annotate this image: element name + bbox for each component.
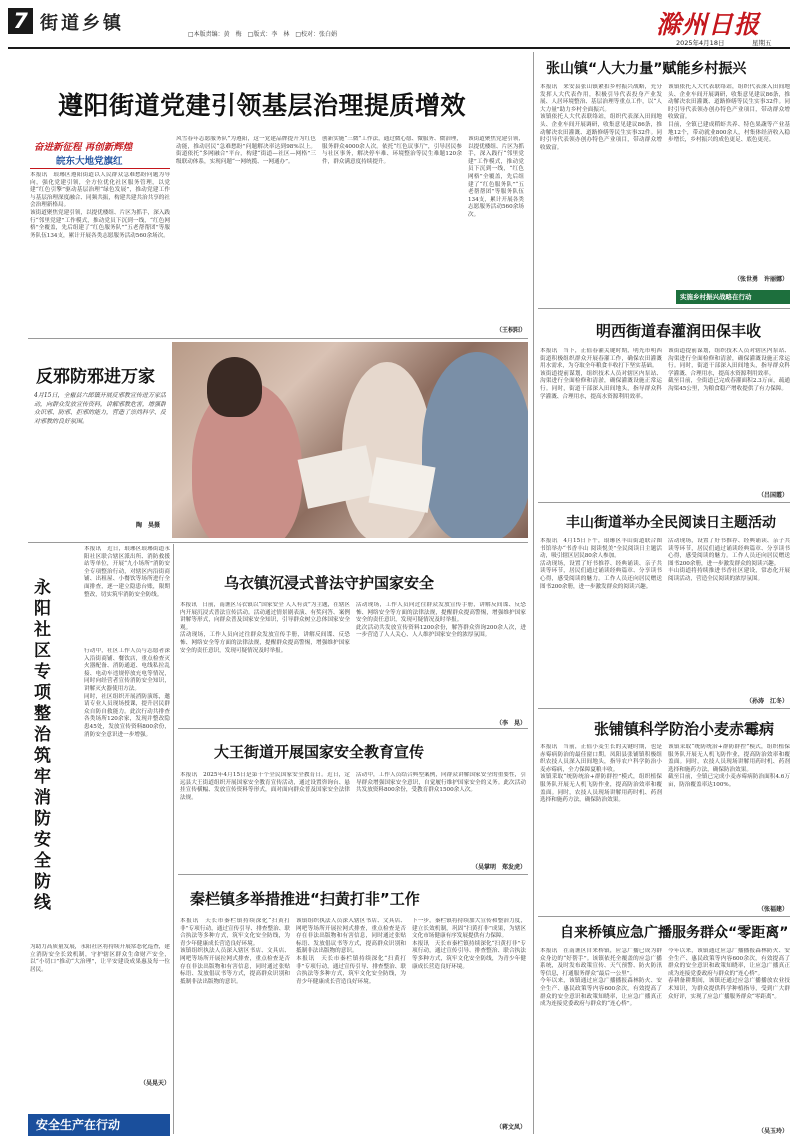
fengshan-text-col2: 活动现场，设置了好书推荐、经典诵读、亲子共读等环节，居民们通过诵读经典篇章、分享读书心得，感受阅读的魅力。工作人员还向居民赠送图书200余册，进一步激发群众的阅读兴趣。 丰山街道将持续推进书香社区建设，常态化开展阅读活动，营造全民阅读的浓厚氛围。 [668,538,790,582]
qinlan-text-col2: 该镇组织执法人员深入辖区书店、文具店、网吧等场所开展拉网式排查，重点检查是否存在非法出版物和有害信息，同时通过张贴标语、发放倡议书等方式，提高群众识别和抵制非法出版物的意识。 本报讯 天长市秦栏镇持续深化“扫黄打非”专项行动，通过宣传引导、排查整治、联合执法等多种方式，筑牢文化安全防线，为青少年健康成长营造良好环境。 [296,918,406,985]
lead-headline: 遵阳街道党建引领基层治理提质增效 [58,91,467,120]
safety-banner: 安全生产在行动 [28,1114,170,1136]
fanxie-title: 反邪防邪进万家 [36,367,155,387]
qinlan-title: 秦栏镇多举措推进“扫黄打非”工作 [190,890,420,908]
col-separator-left [173,544,174,1134]
fanxie-divider [28,542,528,543]
fengshan-divider [538,708,790,709]
yongyang-text-a: 本报讯 近日，琅琊区琅琊街道永阳社区联合辖区派出所、消防救援站等单位，开展“九小场所”消防安全专项整治行动，对辖区内沿街商铺、出租屋、小餐饮等场所进行全面排查，逐一建立隐患台账，限期整改，切实筑牢消防安全防线。 [84,546,170,598]
section-title: 街道乡镇 [40,13,124,34]
wuyi-text-col1: 本报讯 日前，南谯区乌衣镇以“国家安全 人人有责”为主题，在辖区内开展沉浸式普法宣传活动。活动通过情景剧表演、有奖问答、案例讲解等形式，向群众普及国家安全知识，引导群众树立总体国家安全观。 活动现场，工作人员向过往群众发放宣传手册，讲解反间谍、反恐怖、网络安全等方面的法律法规，提醒群众提高警惕，增强维护国家安全的责任意识，发现可疑情况及时举报。 [180,602,350,654]
masthead-rule [8,47,790,49]
qinlan-text-col1: 本报讯 天长市秦栏镇持续深化“扫黄打非”专项行动，通过宣传引导、排查整治、联合执法等多种方式，筑牢文化安全防线，为青少年健康成长营造良好环境。 该镇组织执法人员深入辖区书店、文具店、网吧等场所开展拉网式排查，重点检查是否存在非法出版物和有害信息，同时通过张贴标语、发放倡议书等方式，提高群众识别和抵制非法出版物的意识。 [180,918,290,985]
mingxi-title: 明西街道春灌润田保丰收 [596,322,762,340]
fanxie-caption: 4月15日，全椒县六郎镇开展反邪教宣传进万家活动，向群众发放宣传资料，讲解邪教危害，增强群众识邪、防邪、拒邪的能力，营造了崇尚科学、反对邪教的良好氛围。 [34,392,166,425]
wuyi-divider [178,728,528,729]
yongyang-title: 永阳社区专项整治筑牢消防安全防线 [34,578,51,913]
yongyang-text-c: 为助力高质量发展，永阳社区将持续开展常态化巡查，建立消防安全长效机制，守护辖区群众生命财产安全，以“小切口”推动“大治理”，让平安建设成果惠及每一位居民。 [30,944,170,973]
page-number-block: 7 [8,8,33,34]
wuyi-text-col2: 活动现场，工作人员向过往群众发放宣传手册，讲解反间谍、反恐怖、网络安全等方面的法律法规，提醒群众提高警惕，增强维护国家安全的责任意识，发现可疑情况及时举报。 此次活动共发放宣传资料1200余份，解答群众咨询200余人次，进一步营造了人人关心、人人维护国家安全的浓厚氛围。 [356,602,526,639]
zhangshan-text-col2: 该镇依托人大代表联络站，组织代表深入田间地头、企业车间开展调研，收集意见建议86条，推动解决农田灌溉、道路修缮等民生实事32件。同时引导代表领办创办特色产业项目，带动群众增收致富。 目前，全镇已建成稻虾共养、特色果蔬等产业基地12个，带动就业800余人，村集体经济收入稳步增长，乡村振兴的成色更足、底色更亮。 [668,84,790,144]
lead-author: （王枳阳） [495,327,526,334]
badge-underline [30,168,170,169]
zhangshan-author: （张世勇 许丽娜） [733,276,788,283]
zhangshan-title: 张山镇“人大力量”赋能乡村振兴 [546,61,747,77]
lead-badge-blue: 皖东大地党旗红 [56,156,123,167]
zilaiqiao-text-col1: 本报讯 在南谯区自来桥镇，应急广播已成为群众身边的“好帮手”。该镇依托全覆盖的应急广播系统，及时发布政策宣传、天气预警、防火防汛等信息，打通服务群众“最后一公里”。 今年以来，该镇通过应急广播播报森林防火、安全生产、惠民政策等内容600余次，有效提高了群众的安全意识和政策知晓率，让应急广播真正成为连接党委政府与群众的“连心桥”。 [540,948,662,1008]
anti-cult-photo [172,342,528,538]
dawang-divider [178,874,528,875]
yongyang-text-b: 行动中，社区工作人员与志愿者深入沿街商铺、餐饮店，重点检查灭火器配备、消防通道、电线私拉乱接、电动车违规停放充电等情况，同时向经营者宣传消防安全知识，讲解灭火器使用方法。 同时，社区组织开展消防演练，邀请专业人员现场授课，提升居民群众自防自救能力。此次行动共排查各类场所120余家，发现并整改隐患45处，发放宣传资料800余份，消防安全意识进一步增强。 [84,648,170,738]
fanxie-photo-credit: 陶 昊摄 [135,522,160,529]
qinlan-text-col3: 下一步，秦栏镇将持续加大宣传和整治力度，建立长效机制，巩固“扫黄打非”成果，为辖区文化市场健康有序发展提供有力保障。 本报讯 天长市秦栏镇持续深化“扫黄打非”专项行动，通过宣传引导、排查整治、联合执法等多种方式，筑牢文化安全防线，为青少年健康成长营造良好环境。 [412,918,526,970]
dawang-text-col1: 本报讯 2025年4月15日是第十个全民国家安全教育日。近日，定远县大王街道组织开展国家安全教育宣传活动，通过设置咨询台、悬挂宣传横幅、发放宣传资料等形式，面对面向群众普及国家安全法律法规。 [180,772,350,801]
zhangpu-text-col2: 该镇采取“统防统治+群防群控”模式，组织植保服务队开展无人机飞防作业，提高防治效率和覆盖面。同时，农技人员现场讲解用药时机、药剂选择和施药方法，确保防治效果。 截至目前，全镇已完成小麦赤霉病防治面积4.6万亩，防治覆盖率达100%。 [668,744,790,788]
lead-text-col3: 创新实施“三微”工作法，通过微心愿、微服务、微治理，服务群众4000余人次。依托“红色议事厅”，引导居民参与社区事务，解决停车难、环境整治等民生难题120余件，群众满意度持续提升。 [322,136,462,165]
zhangshan-divider [538,308,790,309]
zhangpu-text-col1: 本报讯 当前，正值小麦生长的关键时期，也是赤霉病防治的最佳窗口期。凤阳县张铺镇积极组织农技人员深入田间地头，指导农户科学防治小麦赤霉病，全力保障夏粮丰收。 该镇采取“统防统治+群防群控”模式，组织植保服务队开展无人机飞防作业，提高防治效率和覆盖面。同时，农技人员现场讲解用药时机、药剂选择和施药方法，确保防治效果。 [540,744,662,804]
zhangpu-title: 张铺镇科学防治小麦赤霉病 [594,720,775,738]
qinlan-author: （蒋文凤） [495,1124,526,1131]
zilaiqiao-author: （吴玉玲） [757,1128,788,1135]
wuyi-title: 乌衣镇沉浸式普法守护国家安全 [224,574,435,592]
zhangpu-divider [538,916,790,917]
mingxi-text-col1: 本报讯 当下，正值春灌关键时期，明光市明西街道积极组织群众开展春灌工作，确保农田灌溉用水需求，为夺取全年粮食丰收打下坚实基础。 该街道提前谋划，组织技术人员对辖区内泵站、沟渠进行全面检修和清淤，确保灌溉设施正常运行。同时，街道干部深入田间地头，指导群众科学灌溉、合理用水，提高水资源利用效率。 [540,348,662,400]
col-separator-right [533,52,534,1134]
fengshan-text-col1: 本报讯 4月15日下午，琅琊区丰山街道联合图书馆举办“书香丰山 阅读悦美”全民阅读日主题活动，吸引辖区居民80余人参加。 活动现场，设置了好书推荐、经典诵读、亲子共读等环节，居民们通过诵读经典篇章、分享读书心得，感受阅读的魅力。工作人员还向居民赠送图书200余册，进一步激发群众的阅读兴趣。 [540,538,662,590]
dawang-title: 大王街道开展国家安全教育宣传 [214,743,425,761]
mingxi-author: （吕国霞） [757,492,788,499]
zilaiqiao-title: 自来桥镇应急广播服务群众“零距离” [560,925,789,941]
wuyi-author: （李 晃） [495,720,526,727]
fengshan-author: （孙涛 江冬） [745,698,788,705]
lead-divider [28,338,528,339]
zilaiqiao-text-col2: 今年以来，该镇通过应急广播播报森林防火、安全生产、惠民政策等内容600余次，有效提高了群众的安全意识和政策知晓率，让应急广播真正成为连接党委政府与群众的“连心桥”。 春耕备耕期间，该镇还通过应急广播播放农业技术知识，为群众提供科学种植指导，受到广大群众好评，实现了应急广播服务群众“零距离”。 [668,948,790,1000]
mingxi-text-col2: 该街道提前谋划，组织技术人员对辖区内泵站、沟渠进行全面检修和清淤，确保灌溉设施正常运行。同时，街道干部深入田间地头，指导群众科学灌溉、合理用水，提高水资源利用效率。 截至目前，全街道已完成春灌面积2.3万亩，疏通沟渠45公里，为粮食稳产增收提供了有力保障。 [668,348,790,392]
zhangshan-text-col1: 本报讯 来安县张山镇紧扣乡村振兴战略，充分发挥人大代表作用，积极引导代表投身产业发展、人居环境整治、基层治理等重点工作，以“人大力量”助力乡村全面振兴。 该镇依托人大代表联络站，组织代表深入田间地头、企业车间开展调研，收集意见建议86条，推动解决农田灌溉、道路修缮等民生实事32件。同时引导代表领办创办特色产业项目，带动群众增收致富。 [540,84,662,151]
issue-date: 2025年4月18日 [676,39,725,47]
lead-text-col2: 风雪春年志愿服务队”为遵阳，这一党建品牌提升为红色动能，推动居民“急难愁盼”问题解决率达到98%以上。街道依托“多网融合”平台，构建“街道—社区—网格”三级联动体系，实现问题“一网统揽、一网通办”。 [176,136,316,165]
editor-credits: □本版责编：黄 梅 □版式：李 林 □校对：张白娟 [188,31,338,38]
dawang-text-col2: 活动中，工作人员结合典型案例，向群众讲解国家安全的重要性，引导群众增强国家安全意识，自觉履行维护国家安全的义务。此次活动共发放资料800余份，受教育群众1500余人次。 [356,772,526,794]
newspaper-logo: 滁州日报 [656,10,761,39]
zhangpu-author: （张福建） [757,906,788,913]
dawang-author: （吴掌明 郑发虎） [471,864,526,871]
lead-text-col1: 本报讯 琅琊区遵阳街道以人民群众急难愁盼问题为导向，强化党建引领，全方位优化社区服务管理，以党建“红色引擎”驱动基层治理“绿色发展”，推动党建工作与基层治理深度融合、同频共振，构建共建共治共享的社会治理新格局。 该街道聚焦党建引领，以提优楼组、片区为抓手，深入践行“邻里党建”工作模式，推动党员下沉到一线，“红色网格”全覆盖，先后组建了“红色服务队”“五老帮帮团”等服务队伍134支，累计开展各类志愿服务活动560余场次。 [30,172,170,239]
mingxi-divider [538,502,790,503]
lead-badge-red: 奋进新征程 再创新辉煌 [34,142,133,153]
rural-banner: 实施乡村振兴战略在行动 [676,290,790,304]
lead-text-col4: 该街道聚焦党建引领，以提优楼组、片区为抓手，深入践行“邻里党建”工作模式，推动党员下沉到一线，“红色网格”全覆盖，先后组建了“红色服务队”“五老帮帮团”等服务队伍134支，累计开展各类志愿服务活动560余场次。 [468,136,524,218]
fengshan-title: 丰山街道举办全民阅读日主题活动 [566,515,776,531]
issue-weekday: 星期五 [752,39,772,47]
yongyang-author: （吴晃天） [139,1080,170,1087]
